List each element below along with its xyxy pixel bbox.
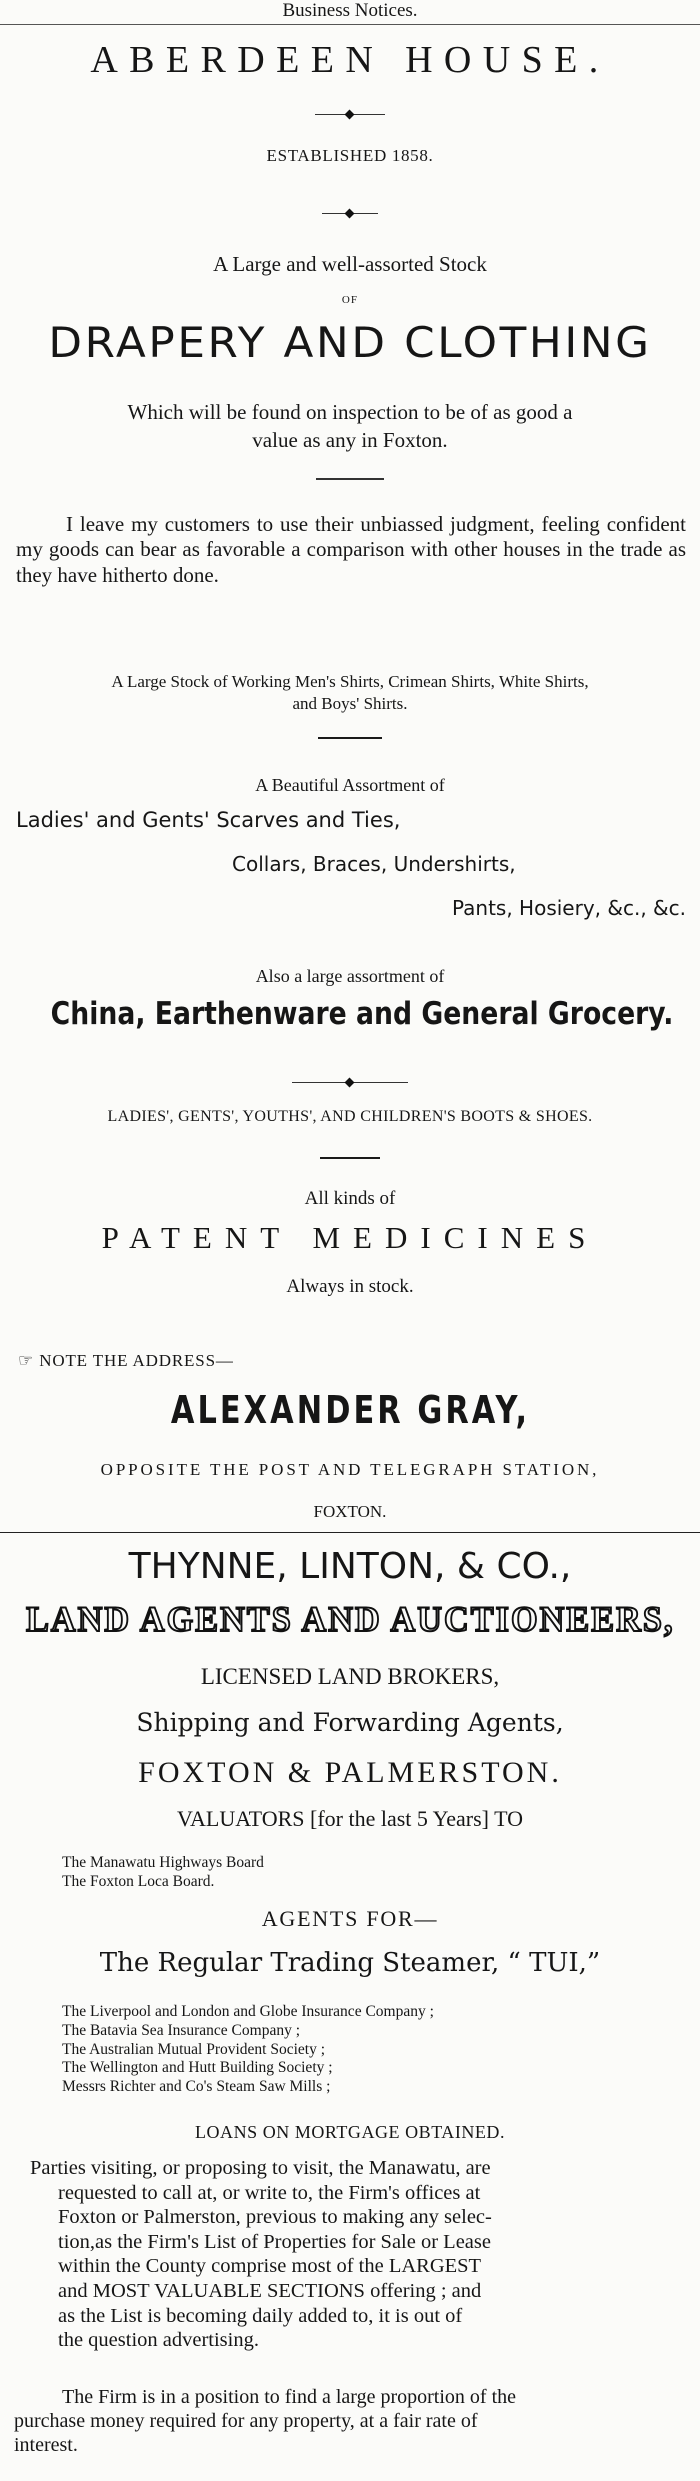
company-item: The Batavia Sea Insurance Company ; [62, 2021, 301, 2039]
company-item: The Liverpool and London and Globe Insurance Company ; [62, 2003, 434, 2020]
board-item: The Manawatu Highways Board [62, 1854, 264, 1871]
assortment-intro: A Beautiful Assortment of [255, 775, 445, 795]
all-kinds-line: All kinds of [304, 1188, 396, 1209]
company-item: The Australian Mutual Provident Society ; [62, 2040, 326, 2058]
divider [320, 1157, 380, 1159]
diamond-ornament-icon [345, 110, 355, 120]
china-headline [0, 996, 700, 1032]
customer-appeal: I leave my customers to use their unbiassed judgment, feeling confident my goods can bear as favorable a comparison with other houses in the trade as they have hitherto done. [16, 512, 686, 587]
boards-list [62, 1853, 264, 1892]
opposite-line: OPPOSITE THE POST AND TELEGRAPH STATION, [100, 1460, 600, 1479]
paragraph-line: interest. [14, 2434, 78, 2456]
companies-list [62, 2003, 434, 2097]
diamond-ornament-icon [345, 209, 355, 219]
collars-line: Collars, Braces, Undershirts, [232, 852, 516, 876]
paragraph-line: Parties visiting, or proposing to visit, the Manawatu, are [30, 2157, 491, 2179]
header-rule [0, 24, 700, 25]
town-line: FOXTON. [313, 1502, 387, 1521]
patent-medicines: PATENT MEDICINES [101, 1220, 599, 1255]
finance-paragraph [0, 2385, 700, 2457]
of-word: OF [341, 294, 359, 306]
paragraph-line: as the List is becoming daily added to, it is out of [58, 2304, 463, 2327]
section-heading: Business Notices. [282, 0, 418, 21]
shirts-line-2: and Boys' Shirts. [292, 694, 408, 713]
paragraph-line: tion,as the Firm's List of Properties for Sale or Lease [58, 2230, 491, 2253]
always-in-stock: Always in stock. [286, 1276, 414, 1297]
paragraph-line: The Firm is in a position to find a large proportion of the [62, 2386, 517, 2408]
note-address: ☞ NOTE THE ADDRESS— [18, 1351, 234, 1370]
paragraph-line: Foxton or Palmerston, previous to making any selec- [58, 2206, 492, 2229]
drapery-headline-text: DRAPERY AND CLOTHING [48, 318, 652, 367]
diamond-ornament-icon [345, 1078, 355, 1088]
shipping-line: Shipping and Forwarding Agents, [136, 1708, 564, 1737]
company-item: The Wellington and Hutt Building Society ; [62, 2059, 333, 2077]
loans-line: LOANS ON MORTGAGE OBTAINED. [194, 2122, 506, 2142]
stock-intro: A Large and well-assorted Stock [213, 252, 487, 276]
land-agents-line [0, 1598, 700, 1640]
store-name: ABERDEEN HOUSE. [90, 39, 610, 81]
drapery-headline [0, 318, 700, 367]
shirts-line-1: A Large Stock of Working Men's Shirts, Crimean Shirts, White Shirts, [111, 672, 589, 691]
china-headline-text: China, Earthenware and General Grocery. [50, 996, 674, 1032]
firm-name: THYNNE, LINTON, & CO., [128, 1546, 572, 1587]
towns-line: FOXTON & PALMERSTON. [138, 1756, 562, 1789]
value-line-2: value as any in Foxton. [252, 428, 448, 452]
paragraph-line: requested to call at, or write to, the Firm's offices at [58, 2181, 481, 2204]
scarves-line: Ladies' and Gents' Scarves and Ties, [16, 808, 401, 832]
pants-line: Pants, Hosiery, &c., &c. [451, 896, 686, 920]
proprietor-name-text: ALEXANDER GRAY, [170, 1388, 530, 1432]
paragraph-line: purchase money required for any property, at a fair rate of [14, 2410, 478, 2432]
divider [318, 737, 382, 739]
land-agents-text: LAND AGENTS AND AUCTIONEERS, [25, 1599, 675, 1639]
also-line: Also a large assortment of [255, 966, 445, 986]
licensed-line: LICENSED LAND BROKERS, [200, 1664, 500, 1689]
agents-for-heading: AGENTS FOR— [261, 1906, 439, 1931]
steamer-line: The Regular Trading Steamer, “ TUI,” [99, 1948, 601, 1978]
visiting-paragraph [0, 2156, 700, 2353]
paragraph-line: the question advertising. [58, 2329, 259, 2352]
valuators-line: VALUATORS [for the last 5 Years] TO [176, 1806, 524, 1831]
board-item: The Foxton Loca Board. [62, 1873, 215, 1891]
value-line-1: Which will be found on inspection to be of as good a [127, 400, 573, 424]
paragraph-line: and MOST VALUABLE SECTIONS offering ; and [58, 2279, 482, 2302]
boots-line: LADIES', GENTS', YOUTHS', AND CHILDREN'S BOOTS & SHOES. [107, 1108, 593, 1125]
proprietor-name [0, 1388, 700, 1432]
established-line: ESTABLISHED 1858. [266, 146, 434, 165]
company-item: Messrs Richter and Co's Steam Saw Mills ; [62, 2078, 331, 2095]
advert-separator [0, 1532, 700, 1533]
paragraph-line: within the County comprise most of the LARGEST [58, 2255, 482, 2278]
divider [316, 478, 384, 480]
